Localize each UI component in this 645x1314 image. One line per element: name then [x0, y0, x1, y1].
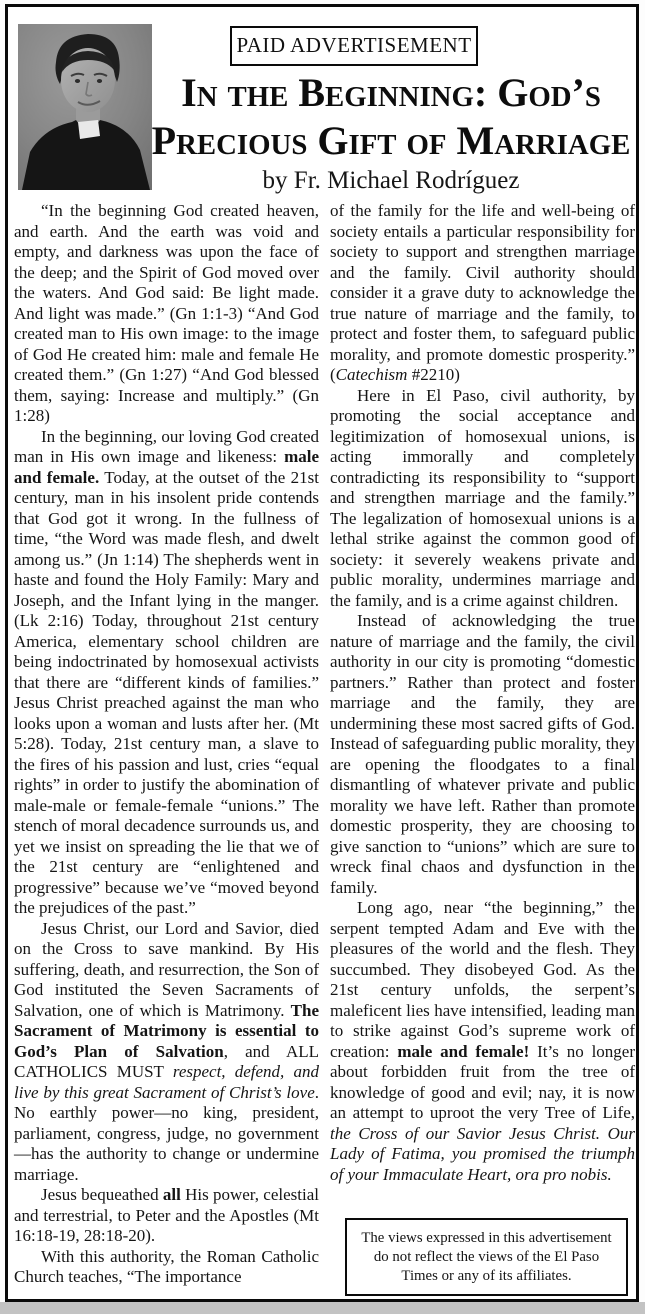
paragraph: of the family for the life and well-being of society entails a particular responsibility for society to support and strengthen marriage and the family. Civil authority should consider it a grave duty to acknowledge the true nature of marriage and the family, to protect and foster them, to safeguard public morality, and promote domestic prosperity.” (Catechism #2210) — [330, 201, 635, 384]
ad-title-line-1: IN THE BEGINNING: GOD’S — [181, 70, 601, 115]
paragraph: With this authority, the Roman Catholic Church teaches, “The importance — [14, 1246, 319, 1286]
disclaimer-text: The views expressed in this advertisement do not reflect the views of the El Paso Times or any of its affiliates. — [361, 1229, 612, 1284]
priest-portrait-illustration — [18, 24, 152, 190]
paragraph: Jesus Christ, our Lord and Savior, died on the Cross to save mankind. By His suffering, death, and resurrection, the Son of God instituted the Seven Sacraments of Salvation, one of which is Matrimony. The Sacrament of Matrimony is essential to God’s Plan of Salvation, and ALL CATHOLICS MUST respect, defend, and live by this great Sacrament of Christ’s love. No earthly power—no king, president, parliament, congress, judge, no government—has the authority to change or undermine marriage. — [14, 918, 319, 1184]
page-edge-strip — [0, 1302, 645, 1314]
paid-advertisement-badge: PAID ADVERTISEMENT — [230, 26, 478, 66]
article-column-right — [330, 201, 635, 1185]
paid-advertisement — [5, 4, 639, 1302]
byline: by Fr. Michael Rodríguez — [262, 167, 520, 194]
paragraph: Jesus bequeathed all His power, celestial and terrestrial, to Peter and the Apostles (Mt 16:18-19, 28:18-20). — [14, 1185, 319, 1245]
article-column-left — [14, 201, 319, 1288]
priest-portrait-photo — [18, 24, 152, 190]
ad-title-line-2: PRECIOUS GIFT OF MARRIAGE — [151, 118, 631, 163]
paragraph: Long ago, near “the beginning,” the serpent tempted Adam and Eve with the pleasures of the world and the flesh. They succumbed. They disobeyed God. As the 21st century unfolds, the serpent’s maleficent lies have intensified, leading man to strike against God’s supreme work of creation: male and female! It’s no longer about forbidden fruit from the tree of knowledge of good and evil; nay, it is now an attempt to uproot the very Tree of Life, the Cross of our Savior Jesus Christ. Our Lady of Fatima, you promised the triumph of your Immaculate Heart, ora pro nobis. — [330, 898, 636, 1184]
paragraph: In the beginning, our loving God created man in His own image and likeness: male and female. Today, at the outset of the 21st century, man in his insolent pride contends that God got it wrong. In the fullness of time, “the Word was made flesh, and dwelt among us.” (Jn 1:14) The shepherds went in haste and found the Holy Family: Mary and Joseph, and the Infant lying in the manger. (Lk 2:16) Today, throughout 21st century America, elementary school children are being indoctrinated by homosexual activists that there are “different kinds of families.” Jesus Christ preached against the man who looks upon a woman and lusts after her. (Mt 5:28). Today, 21st century man, a slave to the fires of his passion and lust, cries “equal rights” in order to justify the abomination of male-male or female-female “unions.” The stench of moral decadence surrounds us, and yet we insist on spreading the lie that we of the 21st century are “enlightened and progressive” because we’ve “moved beyond the prejudices of the past.” — [14, 426, 320, 917]
paragraph: Instead of acknowledging the true nature of marriage and the family, the civil authority in our city is promoting “domestic partners.” Rather than protect and foster marriage and the family, they are undermining these most sacred gifts of God. Instead of safeguarding public morality, they are opening the floodgates to a final dismantling of whatever private and public morality we have left. Rather than promote domestic prosperity, they are choosing to give sanction to “unions” which are sure to wreck final chaos and dysfunction in the family. — [330, 611, 635, 897]
ad-title — [148, 71, 634, 167]
disclaimer-box — [345, 1218, 628, 1296]
paragraph: Here in El Paso, civil authority, by promoting the social acceptance and legitimization of homosexual unions, is acting immorally and completely contradicting its responsibility to “support and strengthen marriage and the family.” The legalization of homosexual unions is a lethal strike against the common good of society: it severely weakens private and public morality, undermines marriage and the family, and is a crime against children. — [330, 385, 635, 610]
paragraph: “In the beginning God created heaven, and earth. And the earth was void and empty, and darkness was upon the face of the deep; and the Spirit of God moved over the waters. And God said: Be light made. And light was made.” (Gn 1:1-3) “And God created man to His own image: to the image of God He created him: male and female He created them.” (Gn 1:27) “And God blessed them, saying: Increase and multiply.” (Gn 1:28) — [14, 201, 319, 425]
